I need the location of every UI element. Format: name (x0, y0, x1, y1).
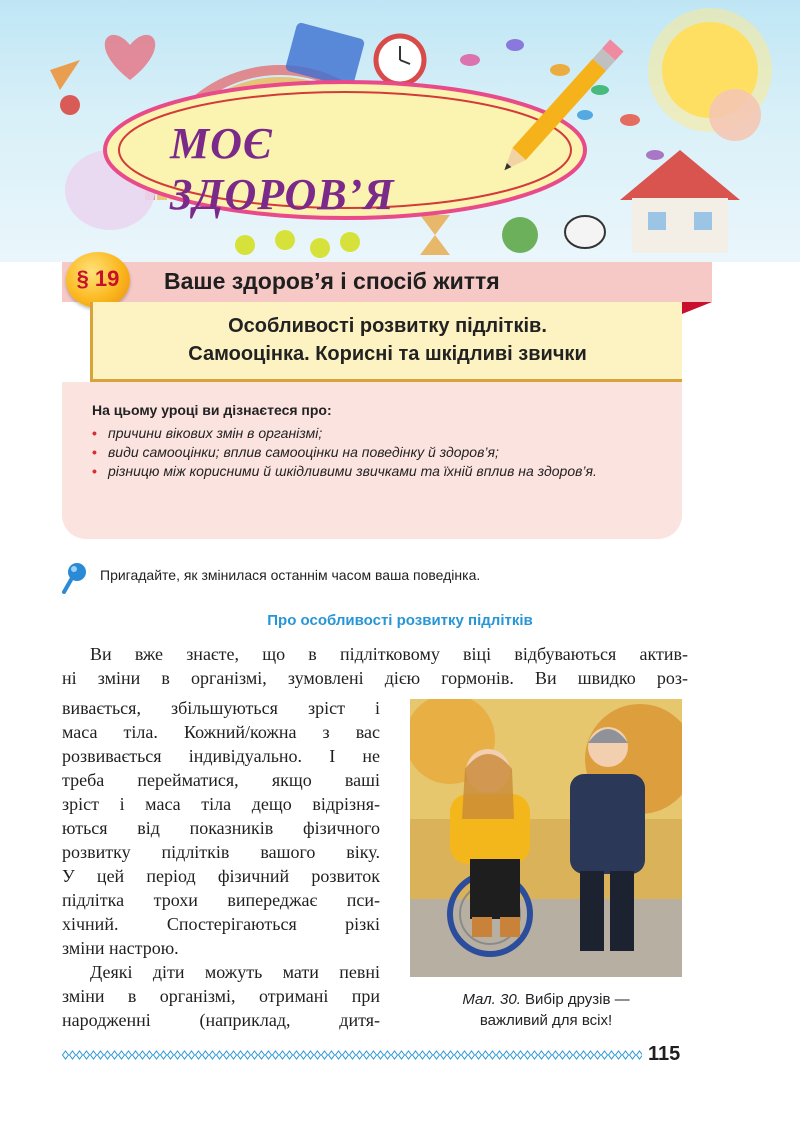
text-line: ні зміни в організмі, зумовлені дією гормонів. Ви швидко роз- (62, 668, 688, 688)
subsection-heading: Про особливості розвитку підлітків (267, 612, 533, 629)
hourglass-icon (420, 215, 450, 255)
lesson-subtitle-box (90, 302, 682, 382)
figure-caption (410, 989, 682, 1031)
text-line: Деякі діти можуть мати певні (90, 962, 380, 982)
page-number: 115 (648, 1043, 681, 1065)
pushpin-icon (60, 562, 90, 594)
text-line: зріст і маса тіла дещо відрізня- (62, 794, 380, 814)
list-item-text: види самооцінки; вплив самооцінки на поведінку й здоров’я; (108, 444, 499, 460)
lesson-subtitle-line-1: Особливості розвитку підлітків. (228, 315, 547, 337)
figure-photo (410, 699, 682, 977)
paragraph-2 (62, 960, 380, 1032)
text-line: У цей період фізичний розвиток (62, 866, 380, 886)
reminder-text: Пригадайте, як змінилася останнім часом ваша поведінка. (100, 567, 481, 583)
decorative-footer-line (62, 1049, 642, 1061)
figure-caption-text-1: Вибір друзів — (525, 991, 630, 1008)
section-number: § 19 (76, 266, 120, 291)
heart-icon (105, 35, 155, 80)
text-line: Ви вже знаєте, що в підлітковому віці відбуваються актив- (90, 644, 688, 664)
banner-title: МОЄ ЗДОРОВ’Я (170, 119, 395, 219)
section-title: Ваше здоров’я і спосіб життя (164, 268, 500, 294)
text-line: ються від показників фізичного (62, 818, 380, 838)
list-item (92, 424, 672, 443)
header-banner (0, 0, 800, 262)
section-number-badge (66, 252, 130, 308)
photo-friends-park (410, 699, 682, 977)
text-line: зміни в організмі, отримані при (62, 986, 380, 1006)
ribbon-fold (682, 302, 712, 314)
text-line: зміни настрою. (62, 938, 179, 958)
list-item (92, 443, 672, 462)
list-item (92, 462, 672, 481)
text-line: підлітка трохи випереджає пси- (62, 890, 380, 910)
figure-caption-text-2: важливий для всіх! (479, 1012, 613, 1029)
paragraph-1-continued (62, 696, 380, 960)
text-line: вивається, збільшуються зріст і (62, 698, 380, 718)
family-icon (709, 89, 761, 141)
broccoli-icon (502, 217, 538, 253)
learning-objectives-heading: На цьому уроці ви дізнаєтеся про: (92, 402, 332, 418)
apple-icon (60, 95, 80, 115)
bullet-icon: • (92, 463, 97, 479)
lesson-subtitle-line-2: Самооцінка. Корисні та шкідливі звички (188, 343, 587, 365)
list-item-text: причини вікових змін в організмі; (108, 425, 323, 441)
house-icon (620, 150, 740, 253)
text-line: розвитку підлітків вашого віку. (62, 842, 380, 862)
carrot-icon (50, 60, 80, 90)
text-line: народженні (наприклад, дитя- (62, 1010, 380, 1030)
figure-label: Мал. 30. (462, 991, 521, 1008)
bullet-icon: • (92, 425, 97, 441)
text-line: маса тіла. Кожний/кожна з вас (62, 722, 380, 742)
list-item-text: різницю між корисними й шкідливими звичками та їхній вплив на здоров’я. (108, 463, 597, 479)
dog-icon (565, 216, 605, 248)
text-line: розвивається індивідуально. І не (62, 746, 380, 766)
learning-objectives-list (92, 424, 672, 481)
bullet-icon: • (92, 444, 97, 460)
paragraph-1 (62, 642, 688, 690)
molecule-icon (235, 230, 360, 258)
text-line: хічний. Спостерігаються різкі (62, 914, 380, 934)
text-line: треба перейматися, якщо ваші (62, 770, 380, 790)
